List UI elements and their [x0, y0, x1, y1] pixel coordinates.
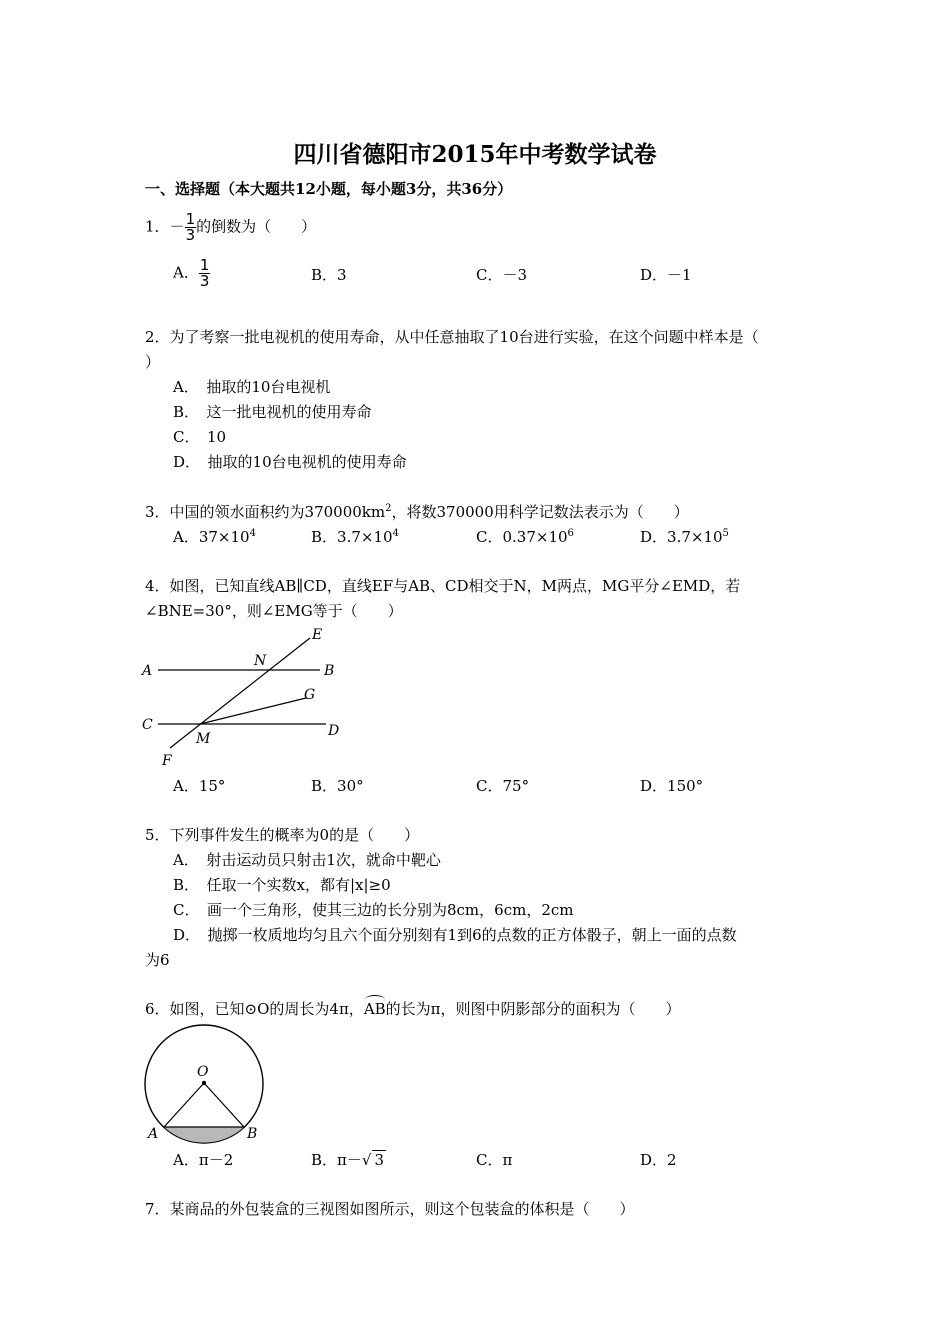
q3-option-a-exp: 4: [249, 528, 256, 539]
q4-option-c: C．75°: [476, 777, 530, 795]
q4-option-a: A．15°: [173, 777, 226, 795]
q3-option-a-text: A．37×10: [173, 528, 250, 546]
q3-option-c-text: C．0.37×10: [476, 528, 568, 546]
shaded-segment: [164, 1127, 244, 1143]
q6-option-a: A．π－2: [173, 1151, 234, 1169]
q3-option-b-exp: 4: [392, 528, 399, 539]
q3-text-b: ，将数370000用科学记数法表示为（ ）: [391, 503, 689, 521]
fig4-label-f: F: [162, 753, 172, 769]
fig4-label-e: E: [312, 627, 323, 643]
q6-option-d: D．2: [640, 1151, 677, 1169]
q3-sup: 2: [385, 503, 392, 514]
q4-line-1: 4．如图，已知直线AB∥CD，直线EF与AB、CD相交于N，M两点，MG平分∠EMD，若: [145, 577, 741, 595]
q2-option-c: C． 10: [173, 428, 227, 446]
q6-option-b-root: 3: [374, 1151, 384, 1169]
question-3: [145, 501, 689, 522]
q1-text: 的倒数为（ ）: [196, 217, 317, 236]
q1-fraction: [185, 212, 197, 243]
q6-option-b: [311, 1149, 386, 1170]
q2-line-2: ）: [145, 353, 161, 371]
q3-option-d-text: D．3.7×10: [640, 528, 723, 546]
fig6-label-o: O: [197, 1064, 209, 1080]
q3-option-c-exp: 6: [567, 528, 574, 539]
q4-option-b: B．30°: [311, 777, 364, 795]
q1-option-a-label: A．: [173, 263, 199, 282]
sqrt-icon: √: [361, 1151, 372, 1169]
q1-option-c: C．－3: [476, 266, 528, 284]
q3-option-a: [173, 526, 256, 547]
section-heading: 一、选择题（本大题共12小题，每小题3分，共36分）: [145, 180, 513, 198]
q1-frac-num: 1: [185, 210, 196, 228]
radius-oa: [164, 1083, 204, 1127]
q5-option-d: D． 抛掷一枚质地均匀且六个面分别刻有1到6的点数的正方体骰子，朝上一面的点数: [173, 926, 737, 944]
q3-text-a: 3．中国的领水面积约为370000km: [145, 503, 386, 521]
q7-line-1: 7．某商品的外包装盒的三视图如图所示，则这个包装盒的体积是（ ）: [145, 1200, 635, 1218]
q5-option-b: B． 任取一个实数x，都有|x|≥0: [173, 876, 391, 894]
q2-line-1: 2．为了考察一批电视机的使用寿命，从中任意抽取了10台进行实验，在这个问题中样本是（: [145, 328, 759, 346]
q4-line-2: ∠BNE=30°，则∠EMG等于（ ）: [145, 602, 403, 620]
fig4-label-c: C: [142, 717, 153, 733]
q1-option-d: D．－1: [640, 266, 692, 284]
q6-option-b-label: B．π－: [311, 1151, 362, 1169]
page-title: 四川省德阳市2015年中考数学试卷: [293, 141, 657, 168]
q5-option-c: C． 画一个三角形，使其三边的长分别为8cm，6cm，2cm: [173, 901, 574, 919]
center-dot: [202, 1081, 206, 1085]
q6-option-c: C．π: [476, 1151, 513, 1169]
fig4-label-g: G: [304, 687, 316, 703]
q2-option-b: B． 这一批电视机的使用寿命: [173, 403, 372, 421]
q1-option-a: [173, 258, 210, 289]
fig4-label-b: B: [324, 663, 335, 679]
q1-a-den: 3: [199, 272, 210, 290]
q4-figure: [140, 624, 350, 770]
q3-option-c: [476, 526, 574, 547]
q3-option-b-text: B．3.7×10: [311, 528, 393, 546]
q5-option-a: A． 射击运动员只射击1次，就命中靶心: [173, 851, 441, 869]
q2-option-d: D． 抽取的10台电视机的使用寿命: [173, 453, 407, 471]
q1-sign: －: [169, 217, 185, 236]
q5-line-1: 5．下列事件发生的概率为0的是（ ）: [145, 826, 420, 844]
ray-mg: [200, 698, 306, 724]
q4-option-d: D．150°: [640, 777, 704, 795]
q3-option-d-exp: 5: [722, 528, 729, 539]
q5-option-d-cont: 为6: [145, 951, 170, 969]
fig6-label-b: B: [247, 1126, 258, 1142]
fig4-label-n: N: [254, 653, 267, 669]
fig4-label-m: M: [196, 731, 211, 747]
fig6-label-a: A: [148, 1126, 159, 1142]
question-1: [145, 212, 316, 243]
radius-ob: [204, 1083, 244, 1127]
q1-frac-den: 3: [185, 226, 196, 244]
question-6: [145, 998, 681, 1019]
q1-a-num: 1: [199, 256, 210, 274]
q6-figure: [140, 1022, 270, 1146]
fig4-label-d: D: [328, 723, 340, 739]
q6-text-b: 的长为π，则图中阴影部分的面积为（ ）: [385, 1000, 681, 1018]
q3-option-b: [311, 526, 399, 547]
q6-text-a: 6．如图，已知⊙O的周长为4π，: [145, 1000, 364, 1018]
q2-option-a: A． 抽取的10台电视机: [173, 378, 331, 396]
fig4-label-a: A: [142, 663, 153, 679]
q6-arc-ab: AB: [363, 1000, 386, 1018]
q1-number: 1．: [145, 217, 170, 236]
q1-option-a-fraction: [199, 258, 211, 289]
line-ef: [170, 638, 310, 748]
q3-option-d: [640, 526, 729, 547]
q1-option-b: B．3: [311, 266, 347, 284]
